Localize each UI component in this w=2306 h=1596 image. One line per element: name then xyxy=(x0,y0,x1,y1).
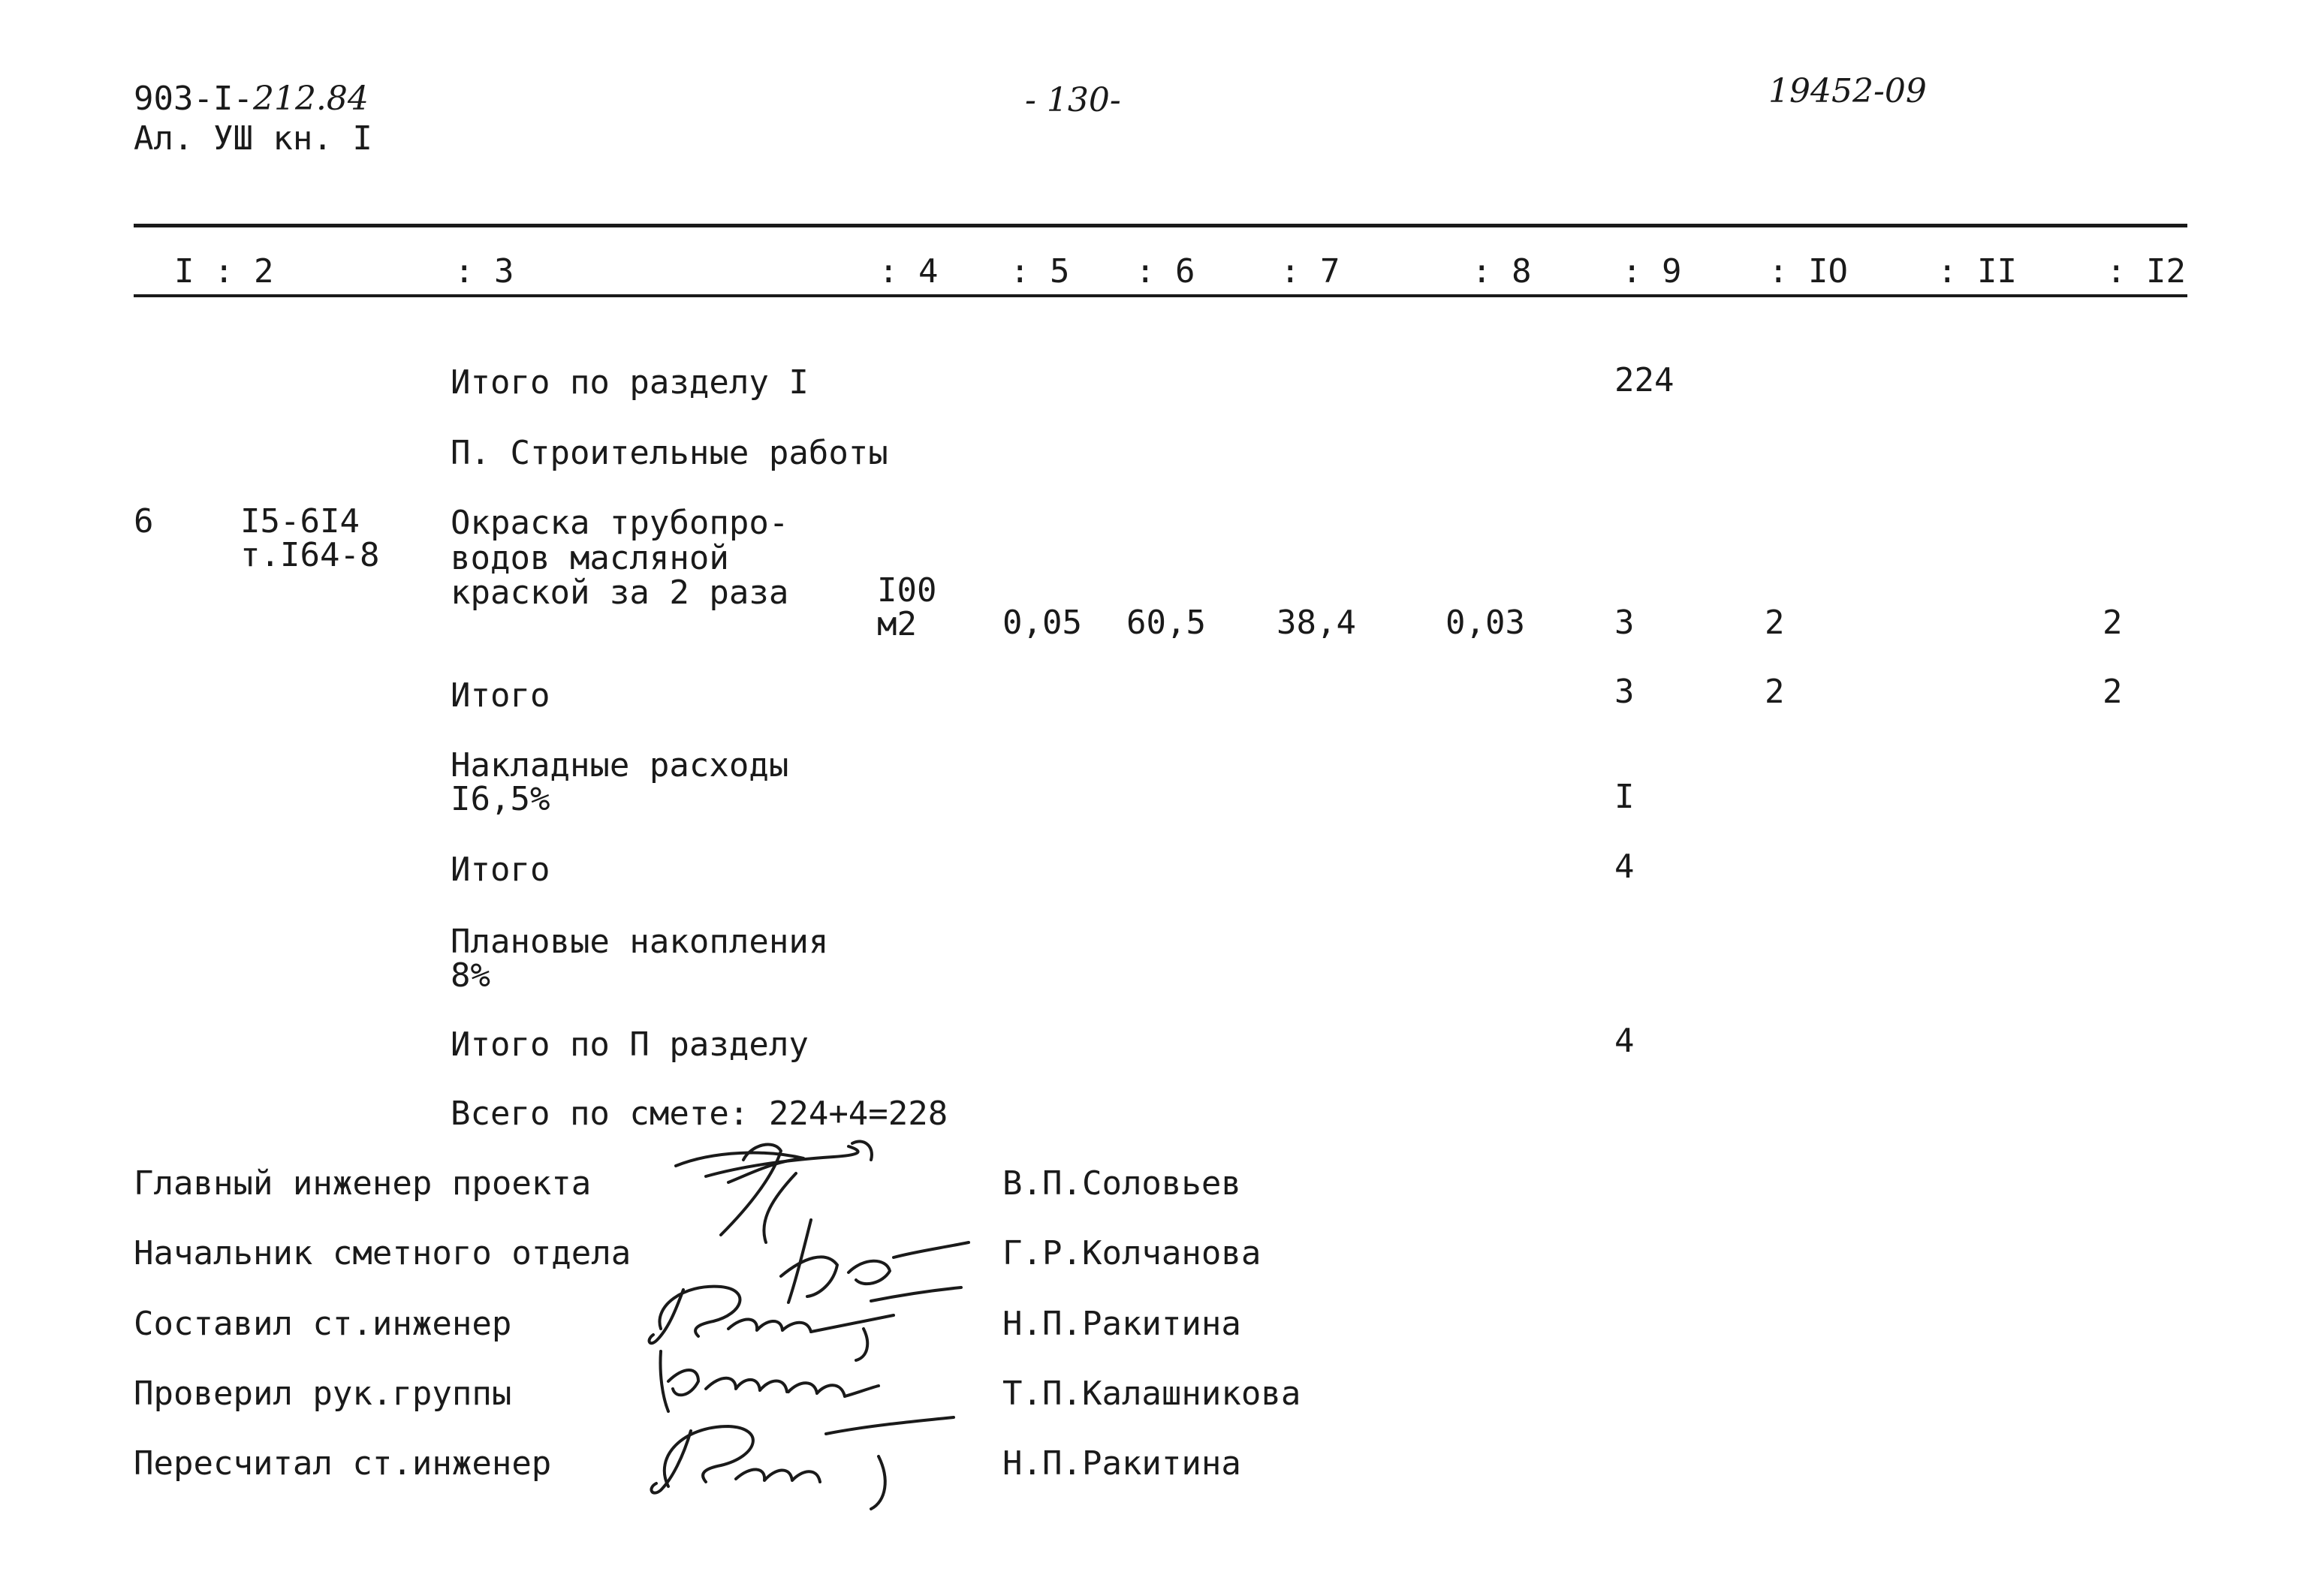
total-section-2-col-9: 4 xyxy=(1614,1022,1635,1060)
overhead-label-line1: Накладные расходы xyxy=(451,746,789,784)
document-code-prefix: 903-I- xyxy=(134,80,253,118)
column-header-12: : I2 xyxy=(2106,252,2186,291)
signature-role-checked-by: Проверил рук.группы xyxy=(134,1375,512,1413)
item-6-code-line2: т.I64-8 xyxy=(240,536,380,574)
column-header-6: : 6 xyxy=(1135,252,1195,291)
album-book-line: Ал. УШ кн. I xyxy=(134,119,372,158)
total-1-col-10: 2 xyxy=(1765,673,1785,711)
handwritten-signature-recalculated-by xyxy=(638,1404,954,1524)
column-header-9: : 9 xyxy=(1622,252,1682,291)
total-section-1-label: Итого по разделу I xyxy=(451,363,809,402)
planned-label-line2: 8% xyxy=(451,956,490,995)
item-6-code-line1: I5-6I4 xyxy=(240,502,360,541)
signature-role-compiled-by: Составил ст.инженер xyxy=(134,1305,512,1343)
signature-name-compiled-by: Н.П.Ракитина xyxy=(1002,1305,1241,1343)
total-1-col-9: 3 xyxy=(1614,673,1635,711)
total-1-label: Итого xyxy=(451,676,550,715)
item-6-unit-line1: I00 xyxy=(877,571,937,610)
header-bottom-rule xyxy=(134,294,2187,297)
header-top-rule xyxy=(134,224,2187,227)
document-number: 19452-09 xyxy=(1768,72,1927,110)
column-header-4: : 4 xyxy=(879,252,939,291)
signature-name-estimate-head: Г.Р.Колчанова xyxy=(1002,1234,1262,1272)
total-2-col-9: 4 xyxy=(1614,848,1635,886)
total-section-2-label: Итого по П разделу xyxy=(451,1025,809,1064)
item-6-col-10: 2 xyxy=(1765,604,1785,642)
overhead-label-line2: I6,5% xyxy=(451,780,550,818)
total-2-label: Итого xyxy=(451,851,550,889)
signature-name-checked-by: Т.П.Калашникова xyxy=(1002,1375,1301,1413)
grand-total: Всего по смете: 224+4=228 xyxy=(451,1095,948,1133)
signature-name-recalculated-by: Н.П.Ракитина xyxy=(1002,1444,1241,1483)
item-6-description-line2: водов масляной xyxy=(451,539,729,577)
page-number: - 130- xyxy=(1025,81,1121,119)
column-header-3: : 3 xyxy=(454,252,514,291)
signature-role-estimate-head: Начальник сметного отдела xyxy=(134,1234,632,1272)
item-6-col-12: 2 xyxy=(2103,604,2123,642)
column-header-5: : 5 xyxy=(1010,252,1070,291)
column-header-1-2: I : 2 xyxy=(174,252,274,291)
total-1-col-12: 2 xyxy=(2103,673,2123,711)
overhead-col-9: I xyxy=(1614,778,1635,816)
item-6-col-9: 3 xyxy=(1614,604,1635,642)
item-6-col-5: 0,05 xyxy=(1002,604,1082,642)
column-header-10: : IO xyxy=(1768,252,1848,291)
item-6-col-6: 60,5 xyxy=(1126,604,1206,642)
item-6-number: 6 xyxy=(134,502,154,541)
item-6-description-line1: Окраска трубопро- xyxy=(451,504,789,542)
section-2-title: П. Строительные работы xyxy=(451,434,888,472)
signature-name-chief-engineer: В.П.Соловьев xyxy=(1002,1164,1241,1203)
column-header-7: : 7 xyxy=(1280,252,1340,291)
item-6-col-7: 38,4 xyxy=(1277,604,1356,642)
item-6-description-line3: краской за 2 раза xyxy=(451,574,789,612)
signature-role-chief-engineer: Главный инженер проекта xyxy=(134,1164,592,1203)
signature-role-recalculated-by: Пересчитал ст.инженер xyxy=(134,1444,552,1483)
column-header-11: : II xyxy=(1937,252,2017,291)
column-header-8: : 8 xyxy=(1472,252,1532,291)
item-6-col-8: 0,03 xyxy=(1445,604,1525,642)
document-code xyxy=(134,80,369,118)
document-code-handwritten: 212.84 xyxy=(252,80,369,118)
planned-label-line1: Плановые накопления xyxy=(451,923,829,961)
item-6-unit-line2: м2 xyxy=(877,605,917,643)
total-section-1-value: 224 xyxy=(1614,361,1674,399)
